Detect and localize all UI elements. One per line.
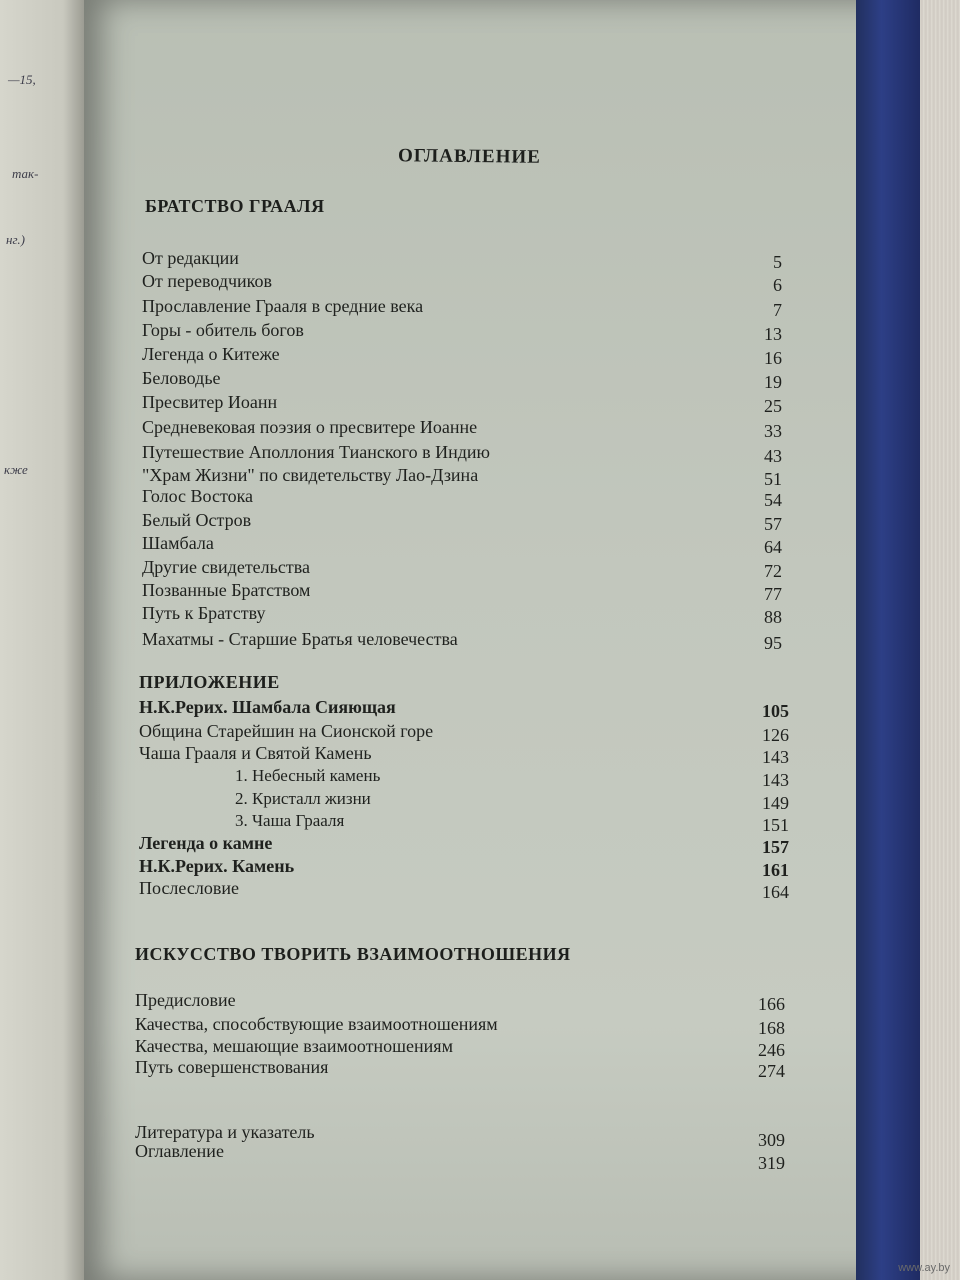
toc-entry-page: 51 [764,469,782,489]
left-page-mark: нг.) [6,232,25,247]
toc-entry-page: 16 [764,348,782,368]
toc-entry-page: 13 [764,324,782,344]
toc-entry-page: 33 [764,421,782,441]
watermark: www.ay.by [898,1262,950,1274]
toc-entry-label: Путешествие Аполлония Тианского в Индию [142,442,490,462]
toc-entry [142,486,782,508]
toc-entry-label: Горы - обитель богов [142,320,304,340]
toc-entry-label: Махатмы - Старшие Братья человечества [142,629,458,649]
toc-entry-page: 105 [762,701,789,721]
toc-entry-label: Шамбала [142,533,214,553]
toc-entry [139,878,789,900]
toc-entry [139,743,789,765]
toc-entry [139,856,789,878]
toc-entry-label: Путь совершенствования [135,1057,329,1077]
section-title-bratstvo: БРАТСТВО ГРААЛЯ [145,196,325,216]
toc-entry-label: 3. Чаша Грааля [235,811,345,830]
toc-entry [142,629,782,651]
toc-entry-page: 143 [762,770,789,790]
toc-entry-label: Белый Остров [142,510,252,530]
toc-entry [142,603,782,625]
toc-entry-label: Средневековая поэзия о пресвитере Иоанне [142,417,478,437]
toc-entry-label: Оглавление [135,1141,224,1161]
toc-entry-page: 54 [764,490,782,510]
toc-entry-label: Легенда о Китеже [142,344,280,364]
toc-entry-page: 309 [758,1130,785,1150]
toc-entry [142,271,782,293]
toc-entry-page: 5 [773,252,782,272]
toc-entry [142,248,782,270]
toc-entry-page: 57 [764,514,782,534]
book-cover-edge [856,0,920,1280]
toc-entry-page: 64 [764,537,782,557]
toc-entry [142,417,782,439]
toc-entry-page: 126 [762,725,789,745]
toc-entry-page: 274 [758,1061,785,1081]
toc-entry-label: Н.К.Рерих. Шамбала Сияющая [139,697,396,717]
toc-entry [139,833,789,855]
left-page-mark: так- [12,166,39,181]
toc-entry-page: 151 [762,815,789,835]
toc-entry-page: 6 [773,275,782,295]
toc-subentry [139,766,789,788]
toc-entry-label: Послесловие [139,878,239,898]
toc-entry-label: Голос Востока [142,486,254,506]
left-page-edge [0,0,90,1280]
toc-entry [135,990,785,1012]
toc-entry [142,510,782,532]
toc-entry-page: 168 [758,1018,785,1038]
toc-entry [139,721,789,743]
toc-entry [142,557,782,579]
toc-entry [135,1014,785,1036]
toc-entry [142,368,782,390]
left-page-mark: —15, [8,72,36,87]
toc-entry-page: 246 [758,1040,785,1060]
toc-subentry [139,789,789,811]
toc-entry-page: 43 [764,446,782,466]
toc-entry-page: 161 [762,860,789,880]
toc-entry-label: Позванные Братством [142,580,311,600]
toc-entry [139,697,789,719]
toc-entry-page: 72 [764,561,782,581]
toc-entry [142,580,782,602]
toc-entry-page: 157 [762,837,789,857]
toc-entry-page: 77 [764,584,782,604]
left-page-mark: кже [4,462,28,477]
toc-entry-label: Прославление Грааля в средние века [142,296,424,316]
toc-entry-label: "Храм Жизни" по свидетельству Лао-Дзина [142,465,479,485]
toc-entry-page: 149 [762,793,789,813]
toc-entry [142,533,782,555]
toc-entry-label: Чаша Грааля и Святой Камень [139,743,372,763]
page-title: ОГЛАВЛЕНИЕ [397,145,542,168]
toc-entry-label: Другие свидетельства [142,557,310,577]
toc-entry-page: 95 [764,633,782,653]
toc-entry [135,1036,785,1058]
toc-subentry [139,811,789,833]
page-stack-edge [920,0,960,1280]
toc-entry-label: Пресвитер Иоанн [142,392,278,412]
toc-entry-label: Качества, способствующие взаимоотношениям [135,1014,498,1034]
section-title-prilozhenie: ПРИЛОЖЕНИЕ [139,672,280,692]
toc-entry [135,1141,785,1173]
toc-entry-label: Путь к Братству [142,603,266,623]
toc-entry-label: Предисловие [135,990,236,1010]
toc-entry-page: 7 [773,300,782,320]
toc-entry-page: 143 [762,747,789,767]
toc-entry-page: 25 [764,396,782,416]
toc-entry-label: 2. Кристалл жизни [235,789,371,808]
toc-entry-label: Литература и указатель [135,1122,315,1142]
toc-entry [142,465,782,487]
toc-entry [142,296,782,318]
toc-entry [135,1057,785,1079]
toc-entry-page: 164 [762,882,789,902]
toc-entry-label: От редакции [142,248,239,268]
toc-entry-page: 88 [764,607,782,627]
toc-entry-label: Легенда о камне [139,833,273,853]
section-title-iskusstvo: ИСКУССТВО ТВОРИТЬ ВЗАИМООТНОШЕНИЯ [135,944,571,964]
toc-entry-page: 166 [758,994,785,1014]
toc-entry-label: Качества, мешающие взаимоотношениям [135,1036,453,1056]
toc-entry [142,320,782,342]
toc-entry-label: Н.К.Рерих. Камень [139,856,295,876]
toc-entry-label: От переводчиков [142,271,273,291]
toc-entry-page: 19 [764,372,782,392]
toc-entry-label: Беловодье [142,368,221,388]
toc-entry-label: 1. Небесный камень [235,766,381,785]
toc-entry [142,442,782,464]
toc-entry-label: Община Старейшин на Сионской горе [139,721,434,741]
toc-entry-page: 319 [758,1153,785,1173]
toc-entry [142,344,782,366]
toc-entry [142,392,782,414]
